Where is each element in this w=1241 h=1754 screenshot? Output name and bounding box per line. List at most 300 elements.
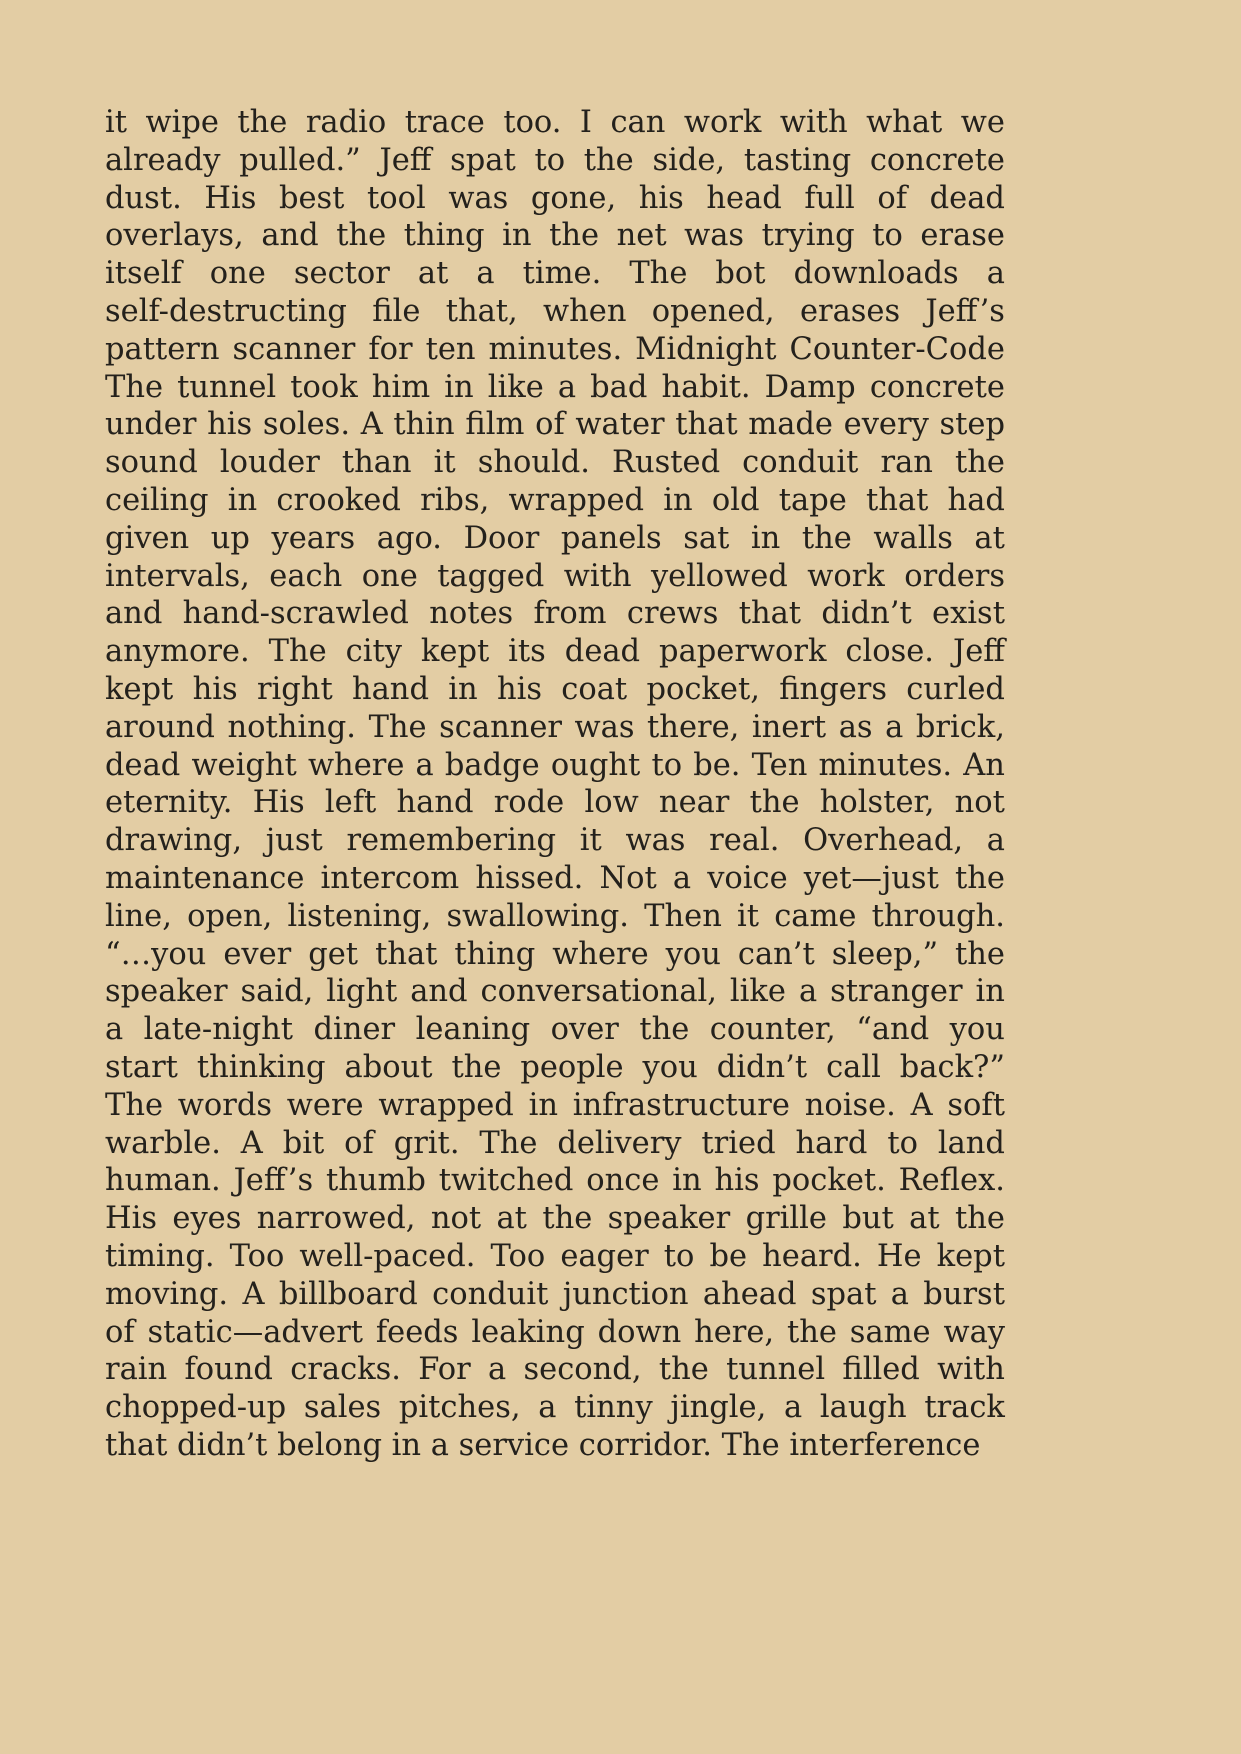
- body-text-line: [105, 1351, 1005, 1389]
- body-text-word: in: [663, 482, 693, 518]
- body-text-word: ceiling: [105, 482, 209, 518]
- body-text-word: given: [105, 520, 190, 556]
- body-text-word: heard.: [762, 1238, 862, 1274]
- body-text-word: through.: [871, 898, 1005, 934]
- body-text-line: [105, 1238, 1005, 1276]
- body-text-word: was: [625, 823, 686, 859]
- body-text-word: holster,: [819, 785, 935, 821]
- body-text-word: took: [290, 369, 358, 405]
- body-text-word: concrete: [869, 369, 1005, 405]
- body-text-word: feeds: [375, 1314, 459, 1350]
- body-text-line: [105, 1162, 1005, 1200]
- body-text-word: trying: [761, 218, 855, 254]
- body-text-word: should.: [477, 445, 590, 481]
- body-text-word: a: [986, 823, 1005, 859]
- body-text-word: tool: [367, 180, 426, 216]
- body-text-word: with: [563, 558, 632, 594]
- body-text-word: not: [954, 785, 1005, 821]
- body-text-line: [105, 633, 1005, 671]
- body-text-word: ran: [880, 445, 933, 481]
- body-text-word: the: [955, 1201, 1005, 1237]
- body-text-word: delivery: [557, 1125, 682, 1161]
- body-text-line: [105, 1087, 1005, 1125]
- body-text-word: way: [943, 1314, 1005, 1350]
- body-text-word: “…you: [105, 936, 207, 972]
- body-text-word: eyes: [172, 1201, 242, 1237]
- body-text-word: for: [368, 331, 413, 367]
- body-text-word: it: [433, 445, 456, 481]
- body-text-word: spat: [450, 142, 516, 178]
- body-text-word: track: [924, 1390, 1005, 1426]
- body-text-line: [105, 973, 1005, 1011]
- body-text-word: real.: [709, 823, 780, 859]
- body-text-word: billboard: [278, 1276, 418, 1312]
- body-text-word: tunnel: [726, 1352, 826, 1388]
- body-text-word: remembering: [346, 823, 557, 859]
- body-text-line: [105, 180, 1005, 218]
- body-text-word: and: [410, 974, 468, 1010]
- body-text-word: get: [308, 936, 359, 972]
- body-text-word: exist: [932, 596, 1005, 632]
- body-text-word: than: [341, 445, 412, 481]
- body-text-word: hissed.: [475, 860, 584, 896]
- body-text-word: intercom: [320, 860, 460, 896]
- body-text-word: noise.: [804, 1087, 896, 1123]
- body-text-word: Counter-Code: [789, 331, 1005, 367]
- body-text-word: narrowed,: [256, 1201, 416, 1237]
- body-text-word: weight: [191, 747, 297, 783]
- body-text-word: static—advert: [147, 1314, 364, 1350]
- body-text-word: kept: [936, 1238, 1005, 1274]
- body-text-word: ago.: [376, 520, 442, 556]
- body-text-word: every: [843, 407, 929, 443]
- body-text-word: A: [242, 1276, 265, 1312]
- body-text-word: pitches,: [398, 1390, 521, 1426]
- body-text-word: cracks.: [290, 1352, 401, 1388]
- body-text-word: at: [909, 1201, 940, 1237]
- body-text-word: the: [237, 105, 288, 140]
- body-text-word: it: [737, 898, 760, 934]
- body-text-word: Then: [644, 898, 722, 934]
- body-text-word: twitched: [438, 1163, 574, 1199]
- body-text-word: sales: [303, 1390, 382, 1426]
- body-text-word: well-paced.: [299, 1238, 476, 1274]
- body-text-word: Ten: [751, 747, 808, 783]
- body-text-line: [105, 406, 1005, 444]
- body-text-word: around: [105, 709, 215, 745]
- body-text-word: Jeff: [952, 634, 1005, 670]
- body-text-word: work: [683, 105, 762, 140]
- body-text-word: just: [265, 823, 323, 859]
- body-text-word: grille: [745, 1201, 827, 1237]
- body-text-word: land: [937, 1125, 1005, 1161]
- body-text-word: Jeff: [379, 142, 432, 178]
- body-text-word: ought: [550, 747, 641, 783]
- body-text-word: inert: [751, 709, 827, 745]
- body-text-word: grit.: [393, 1125, 460, 1161]
- body-text-word: file: [372, 293, 421, 329]
- body-text-word: was: [574, 709, 635, 745]
- body-text-word: The: [479, 1125, 538, 1161]
- body-text-word: infrastructure: [572, 1087, 790, 1123]
- body-text-word: leaning: [415, 1012, 531, 1048]
- body-text-word: a: [890, 1276, 909, 1312]
- body-text-word: paperwork: [659, 634, 827, 670]
- body-text-word: with: [937, 1352, 1005, 1388]
- body-text-word: years: [271, 520, 356, 556]
- body-text-word: Jeff’s: [925, 293, 1005, 329]
- body-text-word: up: [210, 520, 250, 556]
- body-text-word: wrapped: [508, 482, 645, 518]
- body-text-word: you: [665, 936, 721, 972]
- body-text-word: soles.: [262, 407, 351, 443]
- body-text-word: opened,: [651, 293, 775, 329]
- body-text-word: to: [887, 1125, 918, 1161]
- body-text-word: His: [204, 180, 257, 216]
- body-text-word: human.: [105, 1163, 221, 1199]
- body-text-word: gone,: [530, 180, 617, 216]
- body-text-word: An: [963, 747, 1005, 783]
- body-text-word: the: [549, 218, 600, 254]
- body-text-word: already: [105, 142, 221, 178]
- body-text-word: listening,: [287, 898, 432, 934]
- body-text-word: chopped-up: [105, 1390, 287, 1426]
- body-text-word: hand: [351, 671, 429, 707]
- body-text-word: one: [361, 558, 418, 594]
- body-text-word: line,: [105, 898, 172, 934]
- body-text-word: that: [865, 482, 929, 518]
- body-text-line: [105, 104, 1005, 142]
- body-text-word: radio: [305, 105, 387, 140]
- body-text-word: eager: [560, 1238, 649, 1274]
- body-text-word: timing.: [105, 1238, 215, 1274]
- body-text-word: “and: [856, 1012, 930, 1048]
- body-text-word: it: [105, 105, 128, 140]
- body-text-word: you: [642, 1049, 698, 1085]
- body-text-word: dead: [929, 180, 1005, 216]
- body-text-word: sound: [105, 445, 198, 481]
- body-text-word: burst: [923, 1276, 1005, 1312]
- body-text-line: [105, 255, 1005, 293]
- body-text-line: [105, 747, 1005, 785]
- body-text-word: fingers: [779, 671, 887, 707]
- body-text-word: tinny: [574, 1390, 653, 1426]
- body-text-word: close.: [845, 634, 935, 670]
- body-text-line: [105, 558, 1005, 596]
- body-text-word: film: [465, 407, 525, 443]
- body-text-word: work: [807, 558, 885, 594]
- body-text-word: bit: [282, 1125, 325, 1161]
- body-text-word: Reflex.: [898, 1163, 1005, 1199]
- body-text-word: intervals,: [105, 558, 250, 594]
- body-text-word: thinking: [196, 1049, 326, 1085]
- body-text-word: counter,: [709, 1012, 836, 1048]
- body-text-word: there,: [647, 709, 740, 745]
- body-text-word: to: [663, 1238, 695, 1274]
- body-text-word: a: [476, 256, 495, 292]
- body-text-word: to: [872, 218, 903, 254]
- body-text-word: thing: [454, 936, 536, 972]
- body-text-line: [105, 1049, 1005, 1087]
- body-text-word: junction: [562, 1276, 689, 1312]
- body-text-line: [105, 444, 1005, 482]
- body-text-word: the: [954, 860, 1005, 896]
- body-text-word: was: [448, 180, 509, 216]
- body-text-word: from: [533, 596, 607, 632]
- body-text-word: can’t: [737, 936, 815, 972]
- body-text-word: wrapped: [378, 1087, 514, 1123]
- body-text-word: in: [750, 520, 781, 556]
- body-text-word: that,: [445, 293, 518, 329]
- body-text-word: it: [579, 823, 602, 859]
- body-text-word: words: [177, 1087, 273, 1123]
- body-text-word: to: [651, 747, 683, 783]
- body-text-word: best: [278, 180, 345, 216]
- body-text-word: conduit: [432, 1276, 549, 1312]
- body-text-word: of: [105, 1314, 135, 1350]
- body-text-word: where: [552, 936, 649, 972]
- body-text-word: Too: [490, 1238, 546, 1274]
- body-text-word: didn’t: [716, 1049, 808, 1085]
- body-text-line: [105, 709, 1005, 747]
- body-text-word: side,: [652, 142, 726, 178]
- body-text-word: in: [502, 218, 532, 254]
- body-text-word: dead: [564, 634, 641, 670]
- body-text-word: trace: [404, 105, 485, 140]
- body-text-word: tagged: [437, 558, 545, 594]
- body-text-word: moving.: [105, 1276, 229, 1312]
- body-text-word: full: [804, 180, 855, 216]
- body-text-word: him: [371, 369, 431, 405]
- body-text-line: [105, 1389, 1005, 1427]
- body-text-line: [105, 1011, 1005, 1049]
- body-text-word: jingle,: [670, 1390, 767, 1426]
- body-text-word: that: [738, 596, 802, 632]
- body-text-word: in: [227, 482, 258, 518]
- body-text-word: hand: [396, 785, 474, 821]
- body-text-word: his: [638, 180, 684, 216]
- body-text-word: brick,: [915, 709, 1005, 745]
- body-text-column: [105, 104, 1005, 1465]
- body-text-word: over: [550, 1012, 619, 1048]
- body-text-word: itself: [105, 256, 182, 292]
- body-text-line: [105, 784, 1005, 822]
- body-text-word: soft: [947, 1087, 1005, 1123]
- body-text-line: [105, 482, 1005, 520]
- body-text-word: each: [269, 558, 343, 594]
- body-text-word: kept: [105, 671, 174, 707]
- body-text-word: hand-scrawled: [182, 596, 409, 632]
- body-text-word: bot: [715, 256, 766, 292]
- body-text-word: orders: [904, 558, 1005, 594]
- body-text-word: can: [610, 105, 666, 140]
- body-text-word: old: [711, 482, 760, 518]
- body-text-word: had: [947, 482, 1005, 518]
- body-text-word: Jeff’s: [233, 1163, 314, 1199]
- body-text-word: a: [783, 1390, 803, 1426]
- body-text-word: yet—just: [803, 860, 939, 896]
- body-text-word: A: [240, 1125, 263, 1161]
- body-text-word: in: [448, 671, 478, 707]
- body-text-word: near: [658, 785, 730, 821]
- body-text-word: scanner: [232, 331, 356, 367]
- body-text-word: a: [488, 1352, 507, 1388]
- body-text-word: a: [557, 369, 577, 405]
- body-text-word: overlays,: [105, 218, 244, 254]
- body-text-word: Not: [599, 860, 657, 896]
- body-text-word: tape: [778, 482, 847, 518]
- body-text-word: badge: [444, 747, 540, 783]
- body-text-word: be: [709, 1238, 748, 1274]
- body-text-word: in: [975, 974, 1005, 1010]
- body-text-word: conduit: [742, 445, 859, 481]
- body-text-word: pattern: [105, 331, 220, 367]
- body-text-word: call: [826, 1049, 881, 1085]
- body-text-word: ever: [223, 936, 292, 972]
- body-text-word: tunnel: [177, 369, 277, 405]
- body-text-word: thin: [393, 407, 455, 443]
- body-text-word: a: [798, 974, 818, 1010]
- body-text-word: start: [105, 1049, 178, 1085]
- body-text-word: tasting: [743, 142, 852, 178]
- body-text-word: filled: [842, 1352, 920, 1388]
- body-text-word: ten: [425, 331, 476, 367]
- body-text-word: left: [324, 785, 377, 821]
- body-text-word: wipe: [145, 105, 219, 140]
- body-text-word: net: [616, 218, 667, 254]
- body-text-word: diner: [313, 1012, 396, 1048]
- body-text-word: once: [586, 1163, 660, 1199]
- body-text-word: a: [885, 709, 904, 745]
- body-text-word: Too: [229, 1238, 285, 1274]
- body-text-word: came: [774, 898, 857, 934]
- body-text-word: a: [538, 1390, 557, 1426]
- body-text-word: The: [268, 634, 327, 670]
- body-text-line: [105, 936, 1005, 974]
- body-text-word: his: [496, 671, 543, 707]
- body-text-word: His: [252, 785, 305, 821]
- body-text-line: [105, 860, 1005, 898]
- body-text-word: kept: [420, 634, 490, 670]
- body-text-word: back?”: [899, 1049, 1005, 1085]
- body-text-line: [105, 217, 1005, 255]
- body-text-word: curled: [906, 671, 1005, 707]
- body-text-word: crews: [626, 596, 719, 632]
- body-text-word: a: [672, 860, 692, 896]
- body-text-word: made: [748, 407, 833, 443]
- body-text-word: crooked: [276, 482, 401, 518]
- body-text-word: as: [838, 709, 873, 745]
- body-text-line: [105, 1125, 1005, 1163]
- body-text-word: the: [639, 1012, 690, 1048]
- body-text-word: were: [286, 1087, 364, 1123]
- body-text-word: low: [584, 785, 639, 821]
- body-text-line: [105, 822, 1005, 860]
- body-text-word: in: [672, 1163, 702, 1199]
- body-text-word: open,: [187, 898, 273, 934]
- body-text-line: that didn’t belong in a service corridor. The interference: [105, 1427, 981, 1463]
- body-text-word: sat: [683, 520, 730, 556]
- body-text-word: right: [256, 671, 333, 707]
- body-text-word: spat: [810, 1276, 877, 1312]
- body-text-word: minutes.: [488, 331, 623, 367]
- body-text-word: Rusted: [612, 445, 721, 481]
- body-text-word: where: [307, 747, 405, 783]
- body-text-word: pulled.”: [239, 142, 361, 178]
- body-text-word: the: [749, 785, 800, 821]
- body-text-word: ahead: [702, 1276, 797, 1312]
- body-text-word: his: [207, 407, 253, 443]
- body-text-word: habit.: [661, 369, 751, 405]
- body-text-word: when: [543, 293, 627, 329]
- body-text-word: thing: [403, 218, 485, 254]
- body-text-word: you: [949, 1012, 1005, 1048]
- body-text-line: [105, 293, 1005, 331]
- body-text-word: found: [184, 1352, 273, 1388]
- body-text-word: about: [344, 1049, 433, 1085]
- body-text-word: and: [105, 596, 163, 632]
- body-text-word: the: [658, 1352, 709, 1388]
- body-text-word: said,: [240, 974, 314, 1010]
- body-text-word: maintenance: [105, 860, 305, 896]
- body-text-word: a: [105, 1012, 124, 1048]
- body-text-word: anymore.: [105, 634, 250, 670]
- body-text-word: that: [375, 936, 438, 972]
- body-text-word: erases: [799, 293, 901, 329]
- body-text-word: dead: [105, 747, 181, 783]
- body-text-word: sleep,”: [831, 936, 939, 972]
- body-text-word: self-destructing: [105, 293, 347, 329]
- body-text-word: laugh: [819, 1390, 907, 1426]
- body-text-word: conversational,: [480, 974, 717, 1010]
- body-text-word: speaker: [105, 974, 228, 1010]
- body-text-word: city: [345, 634, 402, 670]
- body-text-word: panels: [560, 520, 662, 556]
- body-text-word: pocket.: [772, 1163, 886, 1199]
- body-text-word: The: [368, 709, 427, 745]
- body-text-word: second,: [523, 1352, 642, 1388]
- body-text-word: one: [209, 256, 266, 292]
- body-text-word: yellowed: [650, 558, 788, 594]
- body-text-line: [105, 520, 1005, 558]
- body-text-word: like: [729, 974, 786, 1010]
- body-text-word: was: [684, 218, 745, 254]
- body-text-word: not: [430, 1201, 482, 1237]
- body-text-word: For: [418, 1352, 471, 1388]
- body-text-word: at: [496, 1201, 527, 1237]
- body-text-word: step: [939, 407, 1005, 443]
- body-text-word: sector: [293, 256, 390, 292]
- body-text-word: minutes.: [818, 747, 953, 783]
- body-text-word: voice: [707, 860, 788, 896]
- body-text-word: with: [779, 105, 848, 140]
- body-text-word: water: [575, 407, 665, 443]
- body-text-word: rode: [493, 785, 565, 821]
- body-text-word: coat: [561, 671, 628, 707]
- body-text-word: His: [105, 1201, 158, 1237]
- body-text-word: A: [360, 407, 383, 443]
- body-text-word: at: [417, 256, 449, 292]
- body-text-word: walls: [873, 520, 953, 556]
- body-text-word: down: [597, 1314, 682, 1350]
- body-text-word: bad: [590, 369, 648, 405]
- body-text-word: eternity.: [105, 785, 233, 821]
- body-text-word: that: [675, 407, 738, 443]
- body-text-word: erase: [920, 218, 1005, 254]
- body-text-word: and: [261, 218, 319, 254]
- body-text-word: concrete: [869, 142, 1005, 178]
- body-text-word: the: [542, 1201, 593, 1237]
